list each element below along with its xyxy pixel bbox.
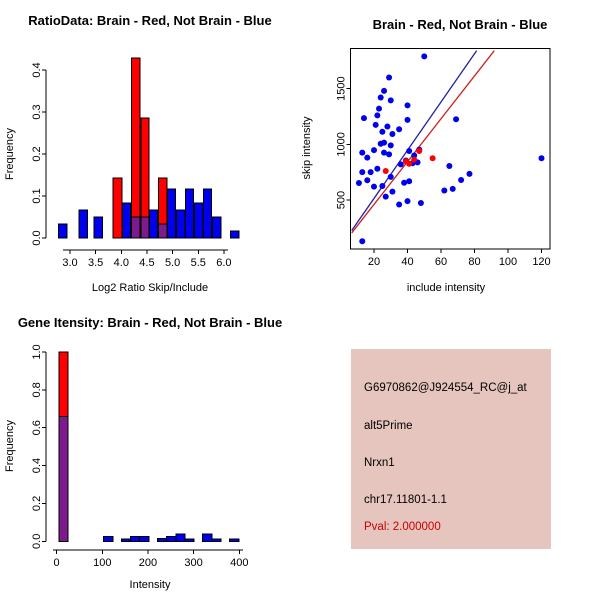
scatter-plot	[300, 0, 600, 300]
scatter-point-not-brain	[373, 122, 379, 128]
hist-bar-not-brain	[150, 210, 158, 238]
scatter-point-not-brain	[398, 161, 404, 167]
hist-bar-not-brain	[185, 189, 193, 238]
gene-histogram-title: Gene Itensity: Brain - Red, Not Brain - Blue	[17, 315, 283, 330]
scatter-point-not-brain	[388, 142, 394, 148]
x-tick-label: 5.5	[190, 257, 206, 269]
hist-bar-not-brain	[212, 539, 221, 541]
x-tick-label: 300	[184, 557, 203, 569]
hist-bar-not-brain	[104, 537, 113, 542]
scatter-point-not-brain	[450, 186, 456, 192]
scatter-point-not-brain	[364, 155, 370, 161]
x-tick-label: 4.0	[113, 257, 129, 269]
scatter-point-not-brain	[539, 155, 545, 161]
scatter-point-not-brain	[359, 169, 365, 175]
y-tick-label: 0.2	[30, 146, 43, 162]
x-tick-label: 0	[53, 557, 60, 569]
gene-histogram-ylabel: Frequency	[4, 420, 16, 472]
hist-bar-not-brain	[158, 538, 167, 541]
panel-ratio-histogram	[0, 0, 300, 300]
hist-bar-not-brain	[79, 210, 87, 238]
x-tick-label: 20	[367, 256, 381, 268]
hist-bar-not-brain	[185, 539, 194, 541]
scatter-point-not-brain	[405, 102, 411, 108]
scatter-point-not-brain	[379, 129, 385, 135]
scatter-point-not-brain	[421, 53, 427, 59]
scatter-point-not-brain	[381, 88, 387, 94]
hist-bar-not-brain	[94, 217, 102, 238]
scatter-point-not-brain	[441, 188, 447, 194]
y-tick-label: 1.0	[30, 344, 43, 360]
scatter-point-not-brain	[453, 116, 459, 122]
scatter-xlabel: include intensity	[406, 282, 486, 294]
hist-bar-not-brain	[140, 537, 149, 542]
pval-text: Pval: 2.000000	[364, 521, 441, 533]
scatter-point-not-brain	[374, 166, 380, 172]
x-tick-label: 400	[230, 557, 249, 569]
scatter-point-not-brain	[386, 75, 392, 81]
x-tick-label: 60	[434, 256, 448, 268]
scatter-point-not-brain	[359, 238, 365, 244]
hist-bar-not-brain	[122, 203, 130, 238]
scatter-point-not-brain	[389, 189, 395, 195]
y-tick-label: 1000	[335, 132, 348, 157]
scatter-point-not-brain	[405, 198, 411, 204]
hist-bar-not-brain	[131, 537, 140, 542]
scatter-point-not-brain	[378, 141, 384, 147]
scatter-point-not-brain	[446, 163, 452, 169]
hist-bar-overlap	[159, 224, 167, 238]
x-tick-label: 200	[138, 557, 158, 569]
scatter-point-not-brain	[466, 171, 472, 177]
scatter-point-brain	[416, 148, 422, 154]
x-tick-label: 5.0	[164, 257, 181, 269]
hist-bar-brain	[132, 58, 140, 238]
ratio-histogram-plot	[0, 0, 300, 300]
fit-line-brain	[352, 51, 495, 233]
scatter-point-not-brain	[388, 97, 394, 103]
gene-info-card	[351, 349, 551, 549]
hist-bar-not-brain	[121, 539, 130, 541]
panel-intensity-scatter	[300, 0, 600, 300]
scatter-point-not-brain	[405, 117, 411, 123]
hist-bar-not-brain	[167, 189, 175, 238]
hist-bar-not-brain	[195, 203, 203, 238]
scatter-point-not-brain	[458, 177, 464, 183]
gene-name-text: Nrxn1	[364, 457, 395, 469]
hist-bar-not-brain	[213, 217, 221, 238]
scatter-point-not-brain	[396, 201, 402, 207]
x-tick-label: 100	[93, 557, 112, 569]
scatter-point-not-brain	[406, 148, 412, 154]
scatter-point-not-brain	[368, 169, 374, 175]
scatter-point-not-brain	[378, 95, 384, 101]
y-tick-label: 0.0	[30, 230, 43, 246]
x-tick-label: 3.5	[88, 257, 104, 269]
hist-bar-not-brain	[203, 534, 212, 541]
x-tick-label: 6.0	[216, 257, 232, 269]
y-tick-label: 0.1	[30, 188, 43, 204]
hist-bar-brain	[113, 178, 122, 238]
x-tick-label: 80	[468, 256, 481, 268]
ratio-histogram-ylabel: Frequency	[4, 128, 16, 180]
x-tick-label: 100	[498, 256, 518, 268]
scatter-point-not-brain	[374, 112, 380, 118]
fit-line-not-brain	[352, 51, 477, 231]
scatter-point-brain	[383, 168, 389, 174]
y-tick-label: 0.6	[30, 420, 43, 436]
gene-histogram-plot	[0, 300, 300, 600]
ratio-histogram-title: RatioData: Brain - Red, Not Brain - Blue	[28, 13, 272, 28]
hist-bar-overlap	[59, 416, 68, 541]
x-tick-label: 120	[532, 256, 551, 268]
y-tick-label: 1500	[335, 76, 348, 101]
scatter-point-not-brain	[371, 184, 377, 190]
scatter-point-not-brain	[406, 178, 412, 184]
panel-gene-info	[300, 300, 600, 600]
hist-bar-overlap	[141, 217, 149, 238]
scatter-point-not-brain	[371, 147, 377, 153]
scatter-point-brain	[411, 157, 417, 163]
scatter-title: Brain - Red, Not Brain - Blue	[372, 17, 548, 32]
scatter-point-brain	[406, 161, 412, 167]
scatter-point-not-brain	[364, 177, 370, 183]
hist-bar-not-brain	[230, 539, 239, 541]
scatter-point-brain	[430, 155, 436, 161]
y-tick-label: 0.0	[30, 533, 43, 549]
scatter-point-not-brain	[359, 150, 365, 156]
y-tick-label: 500	[335, 190, 348, 210]
scatter-point-not-brain	[386, 151, 392, 157]
y-tick-label: 0.3	[30, 104, 43, 120]
chromosome-location-text: chr17.11801-1.1	[364, 494, 447, 506]
y-tick-label: 0.4	[30, 457, 43, 474]
y-tick-label: 0.4	[30, 62, 43, 78]
gene-histogram-xlabel: Intensity	[129, 579, 171, 591]
panel-gene-intensity-histogram	[0, 300, 300, 600]
scatter-point-not-brain	[356, 180, 362, 186]
scatter-point-not-brain	[418, 200, 424, 206]
hist-bar-overlap	[132, 217, 140, 238]
scatter-point-not-brain	[383, 194, 389, 200]
y-tick-label: 0.2	[30, 495, 43, 512]
splice-type-text: alt5Prime	[364, 420, 413, 432]
y-tick-label: 0.8	[30, 382, 43, 398]
scatter-point-not-brain	[384, 124, 390, 130]
scatter-ylabel: skip intensity	[301, 116, 313, 180]
hist-bar-not-brain	[59, 224, 67, 238]
x-tick-label: 4.5	[139, 257, 155, 269]
probe-id-text: G6970862@J924554_RC@j_at	[364, 382, 527, 394]
scatter-point-not-brain	[388, 174, 394, 180]
hist-bar-not-brain	[177, 210, 185, 238]
hist-bar-not-brain	[167, 537, 176, 542]
scatter-point-not-brain	[376, 106, 382, 112]
plot-box	[351, 49, 550, 249]
scatter-point-not-brain	[379, 183, 385, 189]
scatter-point-not-brain	[396, 126, 402, 132]
hist-bar-not-brain	[231, 231, 239, 238]
scatter-point-not-brain	[389, 131, 395, 137]
scatter-point-not-brain	[361, 115, 367, 121]
ratio-histogram-xlabel: Log2 Ratio Skip/Include	[91, 282, 209, 294]
hist-bar-not-brain	[176, 534, 185, 541]
x-tick-label: 40	[401, 256, 414, 268]
hist-bar-not-brain	[203, 189, 211, 238]
x-tick-label: 3.0	[62, 257, 78, 269]
